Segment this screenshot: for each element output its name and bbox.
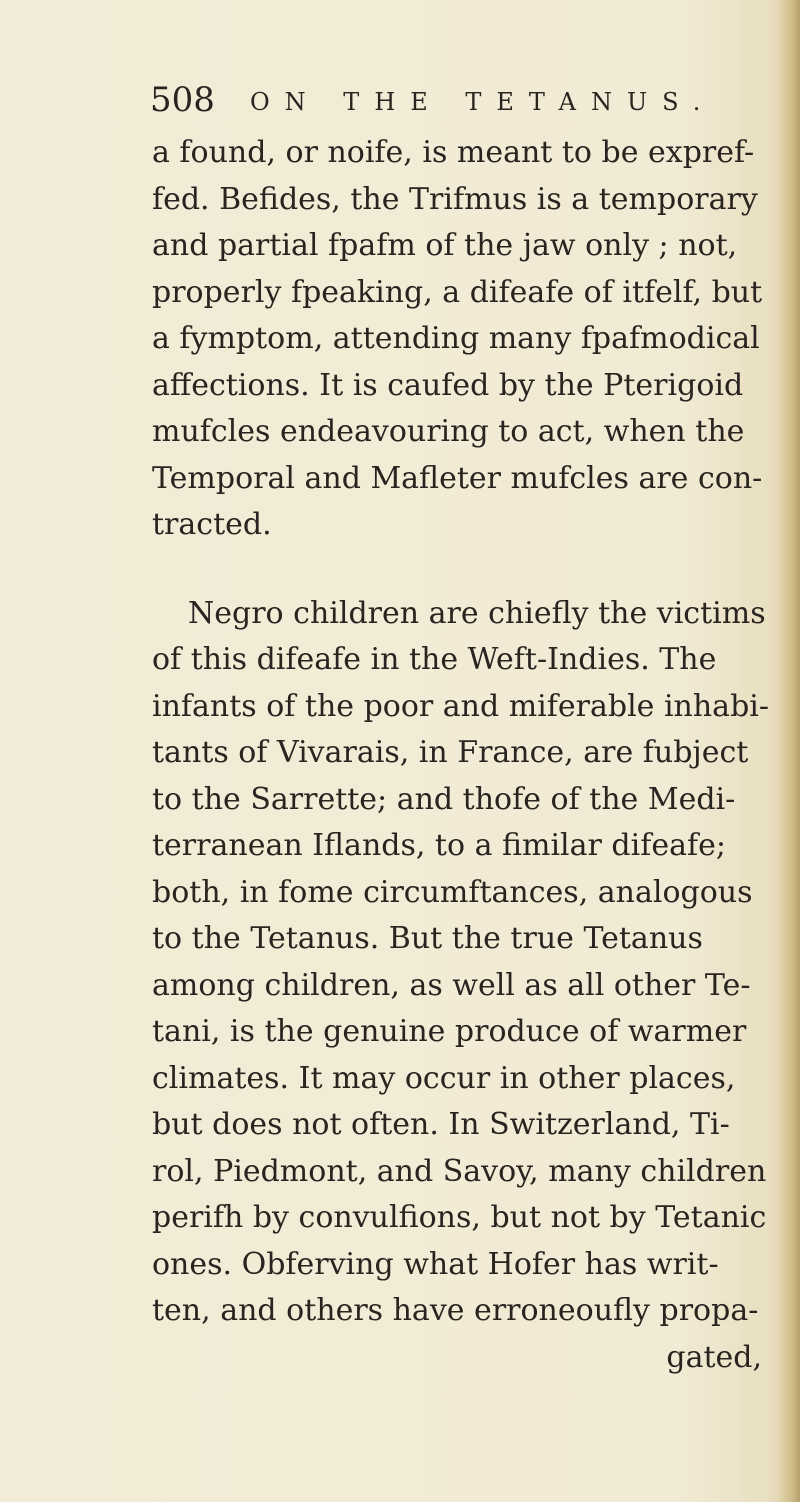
body-text [152,130,770,1381]
page-edge-shadow [778,0,800,1502]
text-line: rol, Piedmont, and Savoy, many children [152,1153,767,1189]
text-line: both, in fome circumftances, analogous [152,874,753,910]
text-line: tants of Vivarais, in France, are fubject [152,735,749,770]
text-line: mufcles endeavouring to act, when the [152,414,745,449]
text-line: perifh by convulfions, but not by Tetanic [152,1200,767,1235]
text-line: to the Sarrette; and thofe of the Medi- [152,781,736,817]
text-line: properly fpeaking, a difeafe of itfelf, but [152,274,763,310]
text-line: climates. It may occur in other places, [152,1060,736,1096]
text-line: infants of the poor and miferable inhabi- [152,688,770,724]
text-line: Temporal and Mafleter mufcles are con- [152,460,763,496]
text-line: affections. It is caufed by the Pterigoid [152,367,744,403]
text-line: terranean Iflands, to a fimilar difeafe; [152,828,726,863]
paragraph-gap [152,549,762,591]
text-line: ten, and others have erroneoufly propa- [152,1293,759,1328]
text-line: fed. Befides, the Trifmus is a temporary [152,181,758,217]
text-line: tani, is the genuine produce of warmer [152,1014,747,1049]
text-line: among children, as well as all other Te- [152,967,751,1003]
text-line: tracted. [152,507,272,542]
text-line: to the Tetanus. But the true Tetanus [152,921,703,956]
running-title: ON THE TETANUS. [250,88,716,116]
paragraph-1 [152,130,762,549]
text-line: a fymptom, attending many fpafmodical [152,321,760,356]
catchword: gated, [666,1339,762,1375]
text-line: but does not often. In Switzerland, Ti- [152,1107,730,1142]
text-line: Negro children are chiefly the victims [188,595,766,631]
page-header [150,80,750,130]
text-line: and partial fpafm of the jaw only ; not, [152,228,738,263]
paragraph-2 [152,591,770,1335]
text-line: ones. Obferving what Hofer has writ- [152,1246,719,1282]
text-line: a found, or noife, is meant to be expref- [152,135,755,170]
text-line: of this difeafe in the Weft-Indies. The [152,642,717,677]
page-number: 508 [150,80,215,120]
